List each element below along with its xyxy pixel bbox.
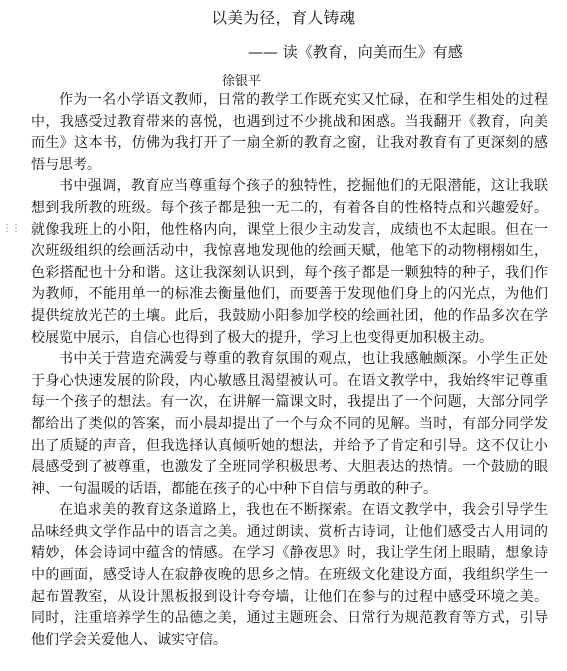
article-author: 徐银平	[222, 74, 262, 89]
paragraph: 书中强调，教育应当尊重每个孩子的独特性，挖掘他们的无限潜能，这让我联想到我所教的班级。每个孩子都是独一无二的，有着各自的性格特点和兴趣爱好。就像我班上的小阳，他性格内向，课堂上很少主动发言，成绩也不太起眼。但在一次班级组织的绘画活动中，我惊喜地发现他的绘画天赋，他笔下的动物栩栩如生，色彩搭配也十分和谐。这让我深刻认识到，每个孩子都是一颗独特的种子，我们作为教师，不能用单一的标准去衡量他们，而要善于发现他们身上的闪光点，为他们提供绽放光芒的土壤。此后，我鼓励小阳参加学校的绘画社团，他的作品多次在学校展览中展示，自信心也得到了极大的提升，学习上也变得更加积极主动。	[31, 178, 548, 346]
margin-handle-icon: ⋮⋮	[2, 223, 20, 234]
paragraph: 作为一名小学语文教师，日常的教学工作既充实又忙碌，在和学生相处的过程中，我感受过教育带来的喜悦，也遇到过不少挑战和困惑。当我翻开《教育，向美而生》这本书，仿佛为我打开了一扇全新的教育之窗，让我对教育有了更深刻的感悟与思考。	[31, 92, 548, 173]
paragraph: 书中关于营造充满爱与尊重的教育氛围的观点，也让我感触颇深。小学生正处于身心快速发展的阶段，内心敏感且渴望被认可。在语文教学中，我始终牢记尊重每一个孩子的想法。有一次，在讲解一篇课文时，我提出了一个问题，大部分同学都给出了类似的答案，而小晨却提出了一个与众不同的见解。当时，有部分同学发出了质疑的声音，但我选择认真倾听她的想法，并给予了肯定和引导。这不仅让小晨感受到了被尊重，也激发了全班同学积极思考、大胆表达的热情。一个鼓励的眼神、一句温暖的话语，都能在孩子的心中种下自信与勇敢的种子。	[31, 351, 548, 497]
article-title: 以美为径，育人铸魂	[211, 9, 356, 27]
article-subtitle: —— 读《教育，向美而生》有感	[248, 43, 463, 61]
paragraph: 在追求美的教育这条道路上，我也在不断探索。在语文教学中，我会引导学生品味经典文学作品中的语言之美。通过朗读、赏析古诗词，让他们感受古人用词的精妙，体会诗词中蕴含的情感。在学习《静夜思》时，我让学生闭上眼睛，想象诗中的画面，感受诗人在寂静夜晚的思乡之情。在班级文化建设方面，我组织学生一起布置教室，从设计黑板报到设计夸夸墙，让他们在参与的过程中感受环境之美。同时，注重培养学生的品德之美，通过主题班会、日常行为规范教育等方式，引导他们学会关爱他人、诚实守信。	[31, 502, 548, 648]
article-body	[31, 90, 548, 651]
